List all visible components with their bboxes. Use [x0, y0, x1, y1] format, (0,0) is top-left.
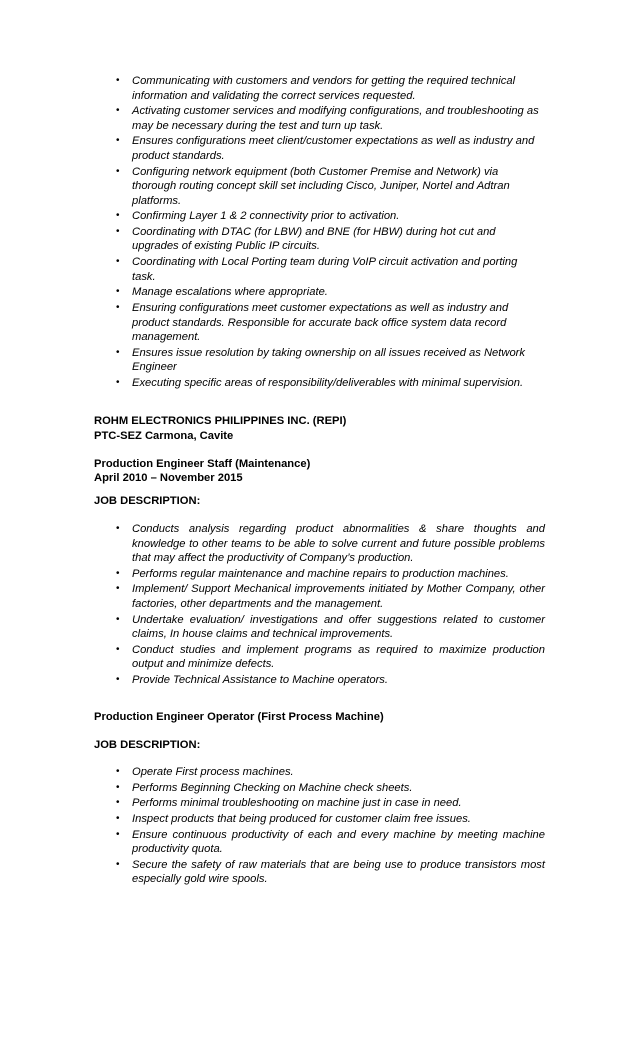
list-item-text: Coordinating with Local Porting team during VoIP circuit activation and porting task. [132, 256, 518, 283]
list-item-text: Conducts analysis regarding product abnormalities & share thoughts and knowledge to other teams to be able to solve current and future possible problems that may affect the productivity of Company’s production. [132, 523, 545, 564]
list-item-text: Manage escalations where appropriate. [132, 286, 328, 299]
list-item [116, 613, 545, 642]
list-item [116, 765, 545, 780]
list-item-text: Inspect products that being produced for customer claim free issues. [132, 813, 471, 826]
role1-job-description-label: JOB DESCRIPTION: [94, 495, 201, 507]
bullet-icon: • [116, 225, 120, 237]
bullet-icon: • [116, 567, 120, 579]
list-item-text: Ensures issue resolution by taking ownership on all issues received as Network Engineer [132, 346, 525, 374]
list-item [116, 346, 544, 375]
bullet-icon: • [116, 256, 120, 268]
list-item-text: Configuring network equipment (both Customer Premise and Network) via thorough routing concept skill set including Cisco, Juniper, Nortel and Adtran platforms. [132, 165, 510, 207]
list-item-text: Implement/ Support Mechanical improvements initiated by Mother Company, other factories, other departments and the management. [132, 583, 545, 610]
list-item [116, 567, 545, 582]
bullet-icon: • [116, 105, 120, 117]
bullet-icon: • [116, 210, 120, 222]
list-item [116, 74, 544, 103]
bullet-icon: • [116, 643, 120, 655]
role2-duties-list [116, 765, 545, 888]
list-item-text: Coordinating with DTAC (for LBW) and BNE (for HBW) during hot cut and upgrades of existing Public IP circuits. [132, 225, 496, 253]
bullet-icon: • [116, 523, 120, 534]
list-item [116, 255, 544, 284]
list-item-text: Ensure continuous productivity of each and every machine by meeting machine productivity quota. [132, 828, 545, 856]
list-item [116, 225, 544, 254]
list-item [116, 209, 544, 224]
list-item-text: Ensures configurations meet client/customer expectations as well as industry and product standards. [132, 135, 535, 162]
company-name: ROHM ELECTRONICS PHILIPPINES INC. (REPI) [94, 415, 347, 427]
list-item [116, 643, 545, 672]
list-item [116, 858, 545, 887]
bullet-icon: • [116, 135, 120, 147]
list-item [116, 134, 544, 163]
list-item [116, 301, 544, 345]
list-item [116, 522, 545, 566]
list-item [116, 104, 544, 133]
bullet-icon: • [116, 828, 120, 840]
list-item-text: Executing specific areas of responsibility/deliverables with minimal supervision. [132, 376, 524, 389]
bullet-icon: • [116, 286, 120, 298]
list-item-text: Operate First process machines. [132, 766, 294, 778]
bullet-icon: • [116, 583, 120, 595]
list-item [116, 812, 545, 827]
list-item [116, 582, 545, 611]
list-item-text: Conduct studies and implement programs as required to maximize production output and minimize defects. [132, 643, 545, 671]
list-item [116, 376, 544, 391]
list-item-text: Ensuring configurations meet customer expectations as well as industry and product standards. Responsible for accurate back office system data record management. [132, 302, 509, 343]
list-item [116, 285, 544, 300]
responsibilities-list [116, 74, 544, 392]
bullet-icon: • [116, 766, 120, 777]
bullet-icon: • [116, 781, 120, 793]
bullet-icon: • [116, 165, 120, 177]
list-item [116, 165, 544, 209]
list-item [116, 828, 545, 857]
bullet-icon: • [116, 75, 120, 86]
company-location: PTC-SEZ Carmona, Cavite [94, 430, 234, 442]
bullet-icon: • [116, 302, 120, 313]
bullet-icon: • [116, 813, 120, 825]
list-item-text: Provide Technical Assistance to Machine operators. [132, 673, 388, 686]
bullet-icon: • [116, 673, 120, 685]
role1-dates: April 2010 – November 2015 [94, 472, 243, 484]
list-item-text: Confirming Layer 1 & 2 connectivity prior to activation. [132, 210, 400, 223]
list-item [116, 781, 545, 796]
bullet-icon: • [116, 797, 120, 809]
list-item-text: Activating customer services and modifying configurations, and troubleshooting as may be necessary during the test and turn up task. [132, 105, 539, 132]
list-item-text: Performs regular maintenance and machine repairs to production machines. [132, 567, 509, 580]
role1-duties-list [116, 522, 545, 689]
bullet-icon: • [116, 376, 120, 388]
list-item-text: Communicating with customers and vendors for getting the required technical information and validating the correct services requested. [132, 75, 516, 102]
bullet-icon: • [116, 858, 120, 870]
role1-title: Production Engineer Staff (Maintenance) [94, 458, 311, 470]
bullet-icon: • [116, 613, 120, 625]
list-item-text: Secure the safety of raw materials that are being use to produce transistors most especially gold wire spools. [132, 858, 545, 886]
list-item [116, 796, 545, 811]
role2-title: Production Engineer Operator (First Process Machine) [94, 711, 384, 723]
list-item-text: Undertake evaluation/ investigations and offer suggestions related to customer claims, In house claims and technical improvements. [132, 613, 545, 641]
list-item-text: Performs Beginning Checking on Machine check sheets. [132, 781, 413, 794]
list-item [116, 673, 545, 688]
role2-job-description-label: JOB DESCRIPTION: [94, 739, 201, 751]
bullet-icon: • [116, 346, 120, 358]
list-item-text: Performs minimal troubleshooting on machine just in case in need. [132, 797, 462, 810]
